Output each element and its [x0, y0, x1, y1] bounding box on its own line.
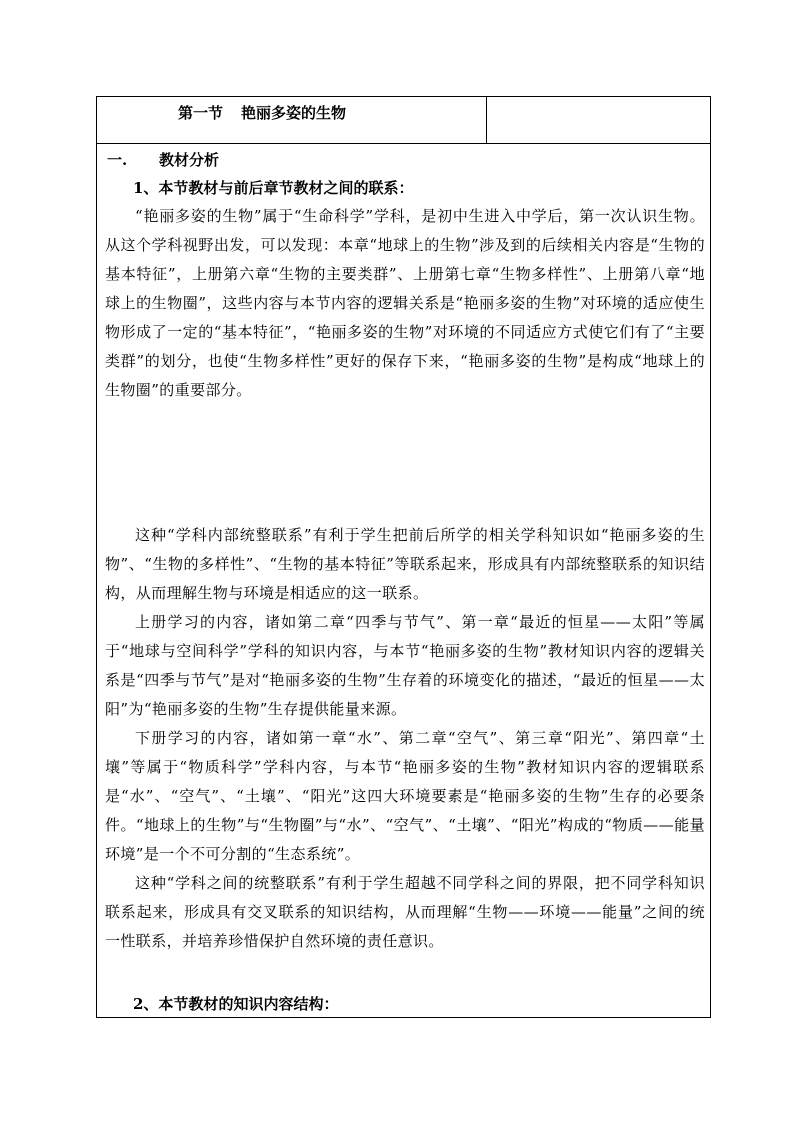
- lesson-title: [178, 103, 346, 123]
- lesson-table: [96, 96, 711, 1018]
- section-number: 一.: [107, 151, 128, 169]
- section-label: 第一节: [178, 104, 224, 122]
- subheading-structure: 2、本节教材的知识内容结构：: [133, 995, 339, 1013]
- subheading-relations: 1、本节教材与前后章节教材之间的联系：: [133, 179, 414, 197]
- paragraph-2: 这种“学科内部统整联系”有利于学生把前后所学的相关学科知识如“艳丽多姿的生物”、“生物的多样性”、“生物的基本特征”等联系起来，形成具有内部统整联系的知识结构，从而理解生物与环境是相适应的这一联系。: [105, 526, 705, 602]
- content-cell: [97, 144, 710, 1017]
- section-title: 艳丽多姿的生物: [241, 104, 347, 122]
- table-header-row: [97, 97, 710, 144]
- empty-header-cell: [487, 97, 710, 143]
- paragraph-1: “艳丽多姿的生物”属于“生命科学”学科，是初中生进入中学后，第一次认识生物。从这个学科视野出发，可以发现：本章“地球上的生物”涉及到的后续相关内容是“生物的基本特征”，上册第六章“生物的主要类群”、上册第七章“生物多样性”、上册第八章“地球上的生物圈”，这些内容与本节内容的逻辑关系是“艳丽多姿的生物”对环境的适应使生物形成了一定的“基本特征”，“艳丽多姿的生物”对环境的不同适应方式使它们有了“主要类群”的划分，也使“生物多样性”更好的保存下来，“艳丽多姿的生物”是构成“地球上的生物圈”的重要部分。: [105, 207, 705, 399]
- paragraph-3: 上册学习的内容，诸如第二章“四季与节气”、第一章“最近的恒星——太阳”等属于“地球与空间科学”学科的知识内容，与本节“艳丽多姿的生物”教材知识内容的逻辑关系是“四季与节气”是对“艳丽多姿的生物”生存着的环境变化的描述，“最近的恒星——太阳”为“艳丽多姿的生物”生存提供能量来源。: [105, 613, 705, 718]
- section-heading: [107, 150, 219, 170]
- paragraph-4: 下册学习的内容，诸如第一章“水”、第二章“空气”、第三章“阳光”、第四章“土壤”等属于“物质科学”学科内容，与本节“艳丽多姿的生物”教材知识内容的逻辑联系是“水”、“空气”、“土壤”、“阳光”这四大环境要素是“艳丽多姿的生物”生存的必要条件。“地球上的生物”与“生物圈”与“水”、“空气”、“土壤”、“阳光”构成的“物质——能量环境”是一个不可分割的“生态系统”。: [105, 729, 705, 863]
- section-name: 教材分析: [159, 151, 220, 169]
- title-cell: [97, 97, 487, 143]
- paragraph-5: 这种“学科之间的统整联系”有利于学生超越不同学科之间的界限，把不同学科知识联系起来，形成具有交叉联系的知识结构，从而理解“生物——环境——能量”之间的统一性联系，并培养珍惜保护自然环境的责任意识。: [105, 874, 705, 950]
